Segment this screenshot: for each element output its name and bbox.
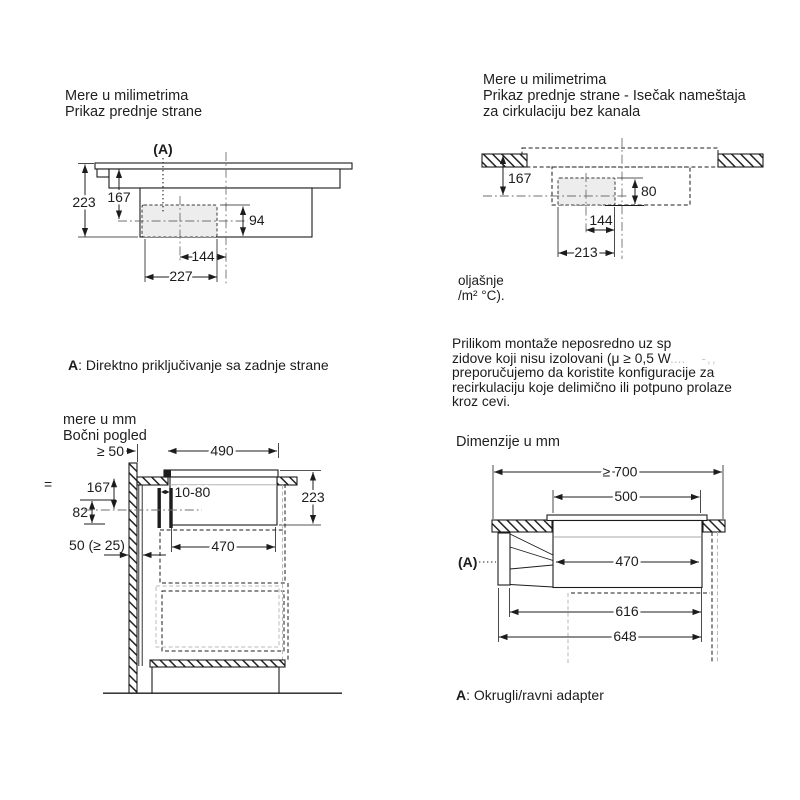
dim-144 [180,248,226,264]
label-a-adapter [458,554,496,570]
dim-ge700 [493,464,723,520]
recirc-view-diagram [455,136,800,266]
flat-duct-adapter [498,533,553,587]
svg-text:10-80: 10-80 [174,484,211,500]
stray-fragment: = [44,476,53,492]
svg-text:80: 80 [641,183,657,199]
svg-text:≥ 50: ≥ 50 [96,443,124,459]
recirc-title-line3: za cirkulaciju bez kanala [483,104,641,121]
svg-text:82: 82 [72,504,88,520]
worktop-cutout [482,154,763,167]
adapter-view-title: Dimenzije u mm [456,434,560,450]
note-line3: preporučujemo da koristite konfiguracije za [452,365,715,380]
svg-text:94: 94 [249,212,265,228]
svg-text:223: 223 [301,489,325,505]
duct-outlet-box [558,178,615,205]
svg-text:167: 167 [508,170,532,186]
note-line2: zidove koji nisu izolovani (μ ≥ 0,5 W.... -,, [452,350,717,366]
caption-direct-connection: A: Direktno priključivanje sa zadnje strane [68,357,329,373]
dim-490 [168,443,279,459]
wall-batten [139,485,142,666]
recirc-title-line2: Prikaz prednje strane - Isečak nameštaja [483,88,746,105]
note-line4: recirkulaciju koje delimično ili potpuno prolaze [452,379,732,395]
appliance-dashed-outline [522,148,718,167]
cut-off-text-fragment: oljašnje /m² °C). [458,273,505,303]
recirc-title-line1: Mere u milimetrima [483,72,607,88]
side-view-title: mere u mm Bočni pogled [63,412,147,445]
front-view-title [65,88,202,120]
svg-text:490: 490 [210,442,234,459]
installation-note [452,337,732,410]
adapter-view-diagram [450,455,800,670]
svg-text:616: 616 [615,603,639,619]
dim-616 [510,588,702,642]
svg-text:227: 227 [169,268,193,284]
svg-text:144: 144 [191,248,215,264]
svg-text:223: 223 [72,194,96,210]
dim-648 [499,588,702,644]
svg-text:≥ 700: ≥ 700 [602,463,638,480]
dim-10-80 [161,484,211,500]
note-line5: kroz cevi. [452,394,511,409]
side-view-diagram [40,440,375,702]
dim-470 [172,527,276,554]
front-view-title-line2: Prikaz prednje strane [65,104,203,121]
svg-text:500: 500 [614,488,638,504]
duct-connection-bars [158,488,173,528]
front-view-title-line1: Mere u milimetrima [65,88,189,104]
front-view-diagram [60,138,405,290]
dim-167 [87,479,114,509]
dim-82 [72,500,116,524]
dim-50-wall [69,537,166,555]
caption-adapter: A: Okrugli/ravni adapter [456,687,604,703]
dim-ge50 [97,443,138,462]
cabinet-plinth [152,667,279,693]
hob-front-outline [95,163,352,237]
dim-144 [586,212,615,230]
dim-80 [617,178,657,204]
recirc-view-title [483,72,746,121]
svg-text:167: 167 [86,479,110,495]
label-a-marker: (A) [153,141,173,157]
svg-text:167: 167 [107,189,131,205]
svg-text:(A): (A) [458,554,478,570]
cabinet-bottom-shelf [150,660,285,667]
svg-text:648: 648 [613,628,637,644]
svg-text:144: 144 [589,212,613,228]
svg-text:470: 470 [615,553,639,569]
svg-text:470: 470 [211,538,235,554]
note-line1: Prilikom montaže neposredno uz sp [452,336,672,351]
svg-text:213: 213 [574,244,598,260]
svg-text:50 (≥ 25): 50 (≥ 25) [69,537,125,553]
wall-section [129,463,137,693]
dim-500 [553,488,701,513]
hob-side-outline [547,515,707,588]
